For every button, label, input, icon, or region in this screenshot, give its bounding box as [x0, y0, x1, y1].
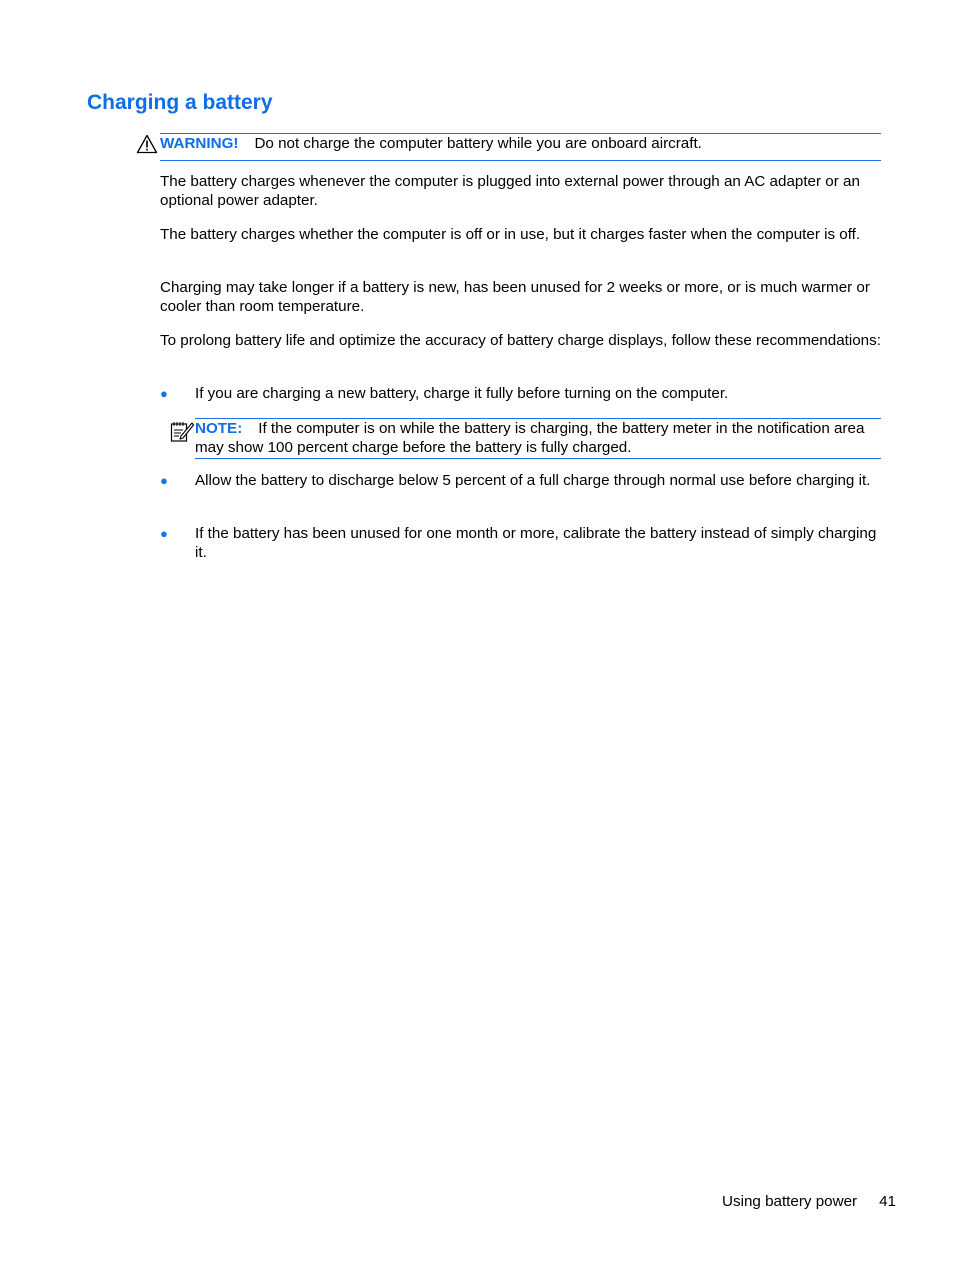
footer-section-title: Using battery power	[722, 1193, 858, 1210]
note-text: If the computer is on while the battery is charging, the battery meter in the notification area may show 100 percent charge before the battery is fully charged.	[195, 420, 865, 456]
bullet-icon: ●	[160, 526, 168, 541]
bullet-icon: ●	[160, 473, 168, 488]
page-number: 41	[879, 1193, 896, 1210]
page-footer	[722, 1192, 896, 1211]
note-pencil-icon	[170, 419, 194, 443]
note-label: NOTE:	[195, 420, 243, 437]
warning-line	[160, 134, 702, 153]
paragraph-2: The battery charges whether the computer is off or in use, but it charges faster when the computer is off.	[160, 226, 861, 243]
bullet-icon: ●	[160, 386, 168, 401]
warning-callout	[160, 133, 881, 161]
note-line	[195, 419, 881, 457]
note-callout	[195, 418, 881, 459]
paragraph-3: Charging may take longer if a battery is new, has been unused for 2 weeks or more, or is much warmer or cooler than room temperature.	[160, 279, 870, 315]
warning-label: WARNING!	[160, 135, 239, 152]
warning-triangle-icon	[136, 134, 158, 154]
bullet-text: Allow the battery to discharge below 5 percent of a full charge through normal use before charging it.	[195, 472, 871, 489]
paragraph-1: The battery charges whenever the computer is plugged into external power through an AC adapter or an optional power adapter.	[160, 173, 860, 209]
bullet-text: If the battery has been unused for one month or more, calibrate the battery instead of simply charging it.	[195, 525, 877, 561]
bullet-text: If you are charging a new battery, charge it fully before turning on the computer.	[195, 385, 729, 402]
warning-text: Do not charge the computer battery while you are onboard aircraft.	[254, 135, 702, 152]
paragraph-4: To prolong battery life and optimize the accuracy of battery charge displays, follow these recommendations:	[160, 332, 881, 349]
page-title: Charging a battery	[87, 91, 273, 114]
